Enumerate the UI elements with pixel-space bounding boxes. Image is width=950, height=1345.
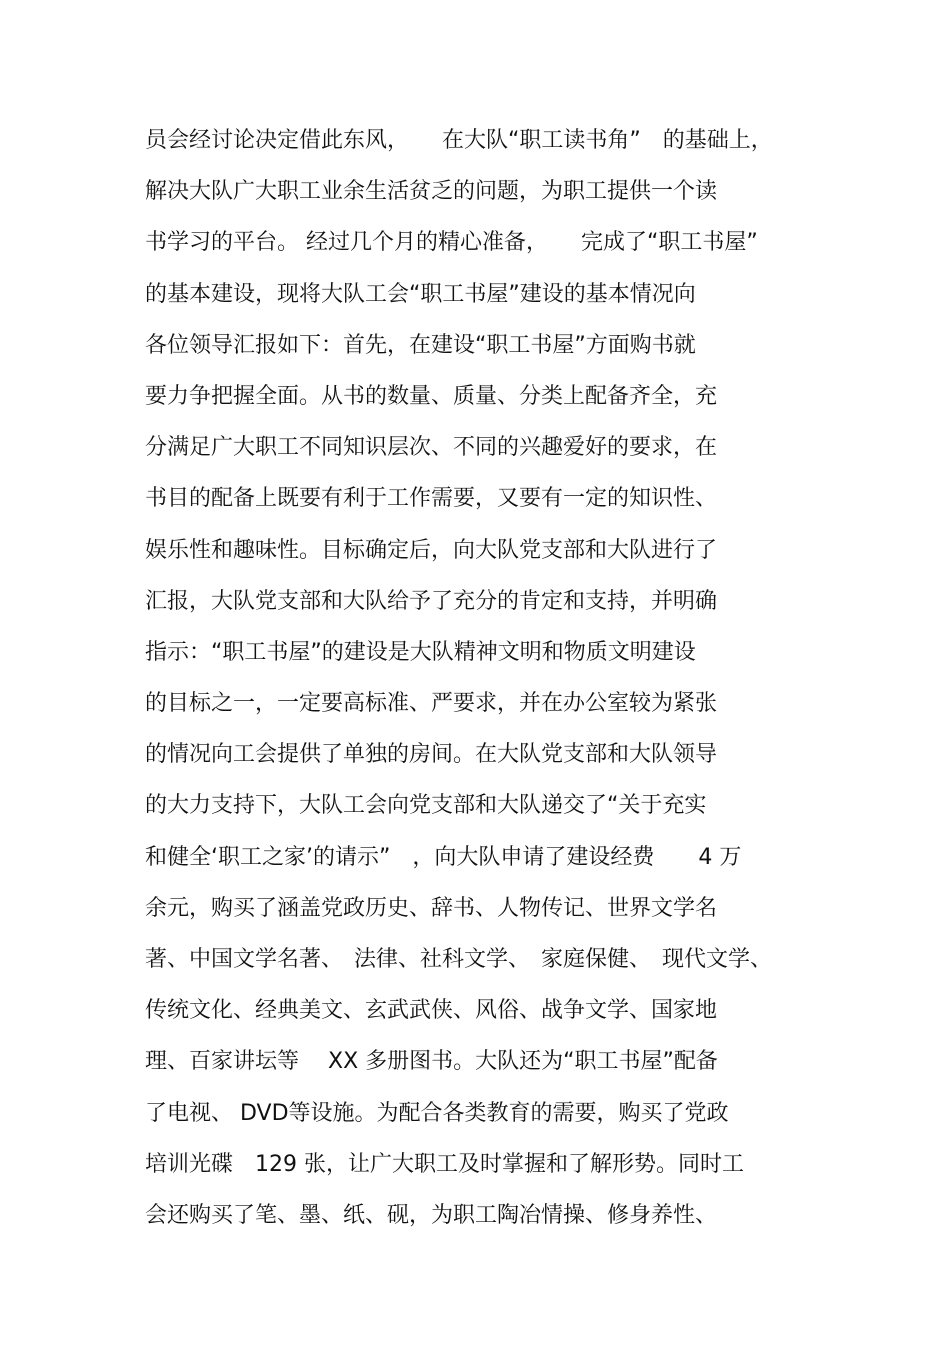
text-line: 传统文化、经典美文、玄武武侠、风俗、战争文学、国家地	[145, 998, 718, 1024]
text-line: 分满足广大职工不同知识层次、不同的兴趣爱好的要求，在	[145, 435, 718, 461]
text-line: 会还购买了笔、墨、纸、砚，为职工陶冶情操、修身养性、	[145, 1202, 718, 1228]
text-line: 培训光碟 129 张，让广大职工及时掌握和了解形势。同时工	[145, 1151, 744, 1177]
text-line: 的大力支持下，大队工会向党支部和大队递交了“关于充实	[145, 793, 707, 819]
text-line: 员会经讨论决定借此东风， 在大队“职工读书角” 的基础上，	[145, 128, 773, 153]
text-line: 的目标之一，一定要高标准、严要求，并在办公室较为紧张	[145, 691, 718, 717]
text-line: 各位领导汇报如下：首先，在建设“职工书屋”方面购书就	[145, 332, 696, 358]
text-line: 的基本建设，现将大队工会“职工书屋”建设的基本情况向	[145, 281, 696, 307]
text-line: 要力争把握全面。从书的数量、质量、分类上配备齐全，充	[145, 383, 718, 409]
text-line: 著、中国文学名著、 法律、社科文学、 家庭保健、 现代文学、	[145, 947, 773, 972]
text-line: 理、百家讲坛等 XX 多册图书。大队还为“职工书屋”配备	[145, 1049, 718, 1075]
body-text	[145, 121, 845, 1247]
text-line: 解决大队广大职工业余生活贫乏的问题，为职工提供一个读	[145, 179, 718, 205]
text-line: 汇报，大队党支部和大队给予了充分的肯定和支持，并明确	[145, 588, 718, 614]
text-line: 书学习的平台。 经过几个月的精心准备， 完成了“职工书屋”	[145, 230, 758, 256]
text-line: 的情况向工会提供了单独的房间。在大队党支部和大队领导	[145, 742, 718, 768]
text-line: 余元，购买了涵盖党政历史、辞书、人物传记、世界文学名	[145, 895, 718, 921]
text-line: 了电视、 DVD等设施。为配合各类教育的需要，购买了党政	[145, 1100, 729, 1126]
text-line: 指示：“职工书屋”的建设是大队精神文明和物质文明建设	[145, 639, 696, 665]
text-line: 书目的配备上既要有利于工作需要，又要有一定的知识性、	[145, 486, 718, 512]
text-line: 和健全‘职工之家’的请示” ，向大队申请了建设经费 4 万	[145, 844, 742, 870]
text-line: 娱乐性和趣味性。目标确定后，向大队党支部和大队进行了	[145, 537, 718, 563]
